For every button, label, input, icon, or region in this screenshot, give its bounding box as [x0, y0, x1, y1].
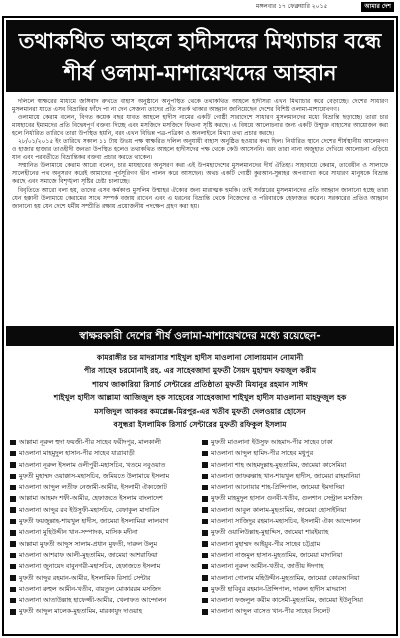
signer-name: আল্লামা নূরুল হুদা ফয়জী-পীর সাহেব ফরীদপুর, মালকালী	[19, 439, 161, 446]
body-paragraph: সম্মানিত উলামায়ে কেরাম আরো বলেন, চার মাযহাবের অনুসরণ করা এই উপমহাদেশের মুসলমানদের দীর্ঘ ঐতিহ্য। সাহাবায়ে কেরাম, তাবেয়ীন ও সালাফে সালেহীনের পথ অনুসরণ করেই আমাদের পূর্বসূরিগণ দ্বীন পালন করে আসছেন। অথচ একটি গোষ্ঠী কুরআন-সুন্নাহর অপব্যাখ্যা করে সাধারণ মানুষকে বিভ্রান্ত করছে এবং সমাজে বিশৃঙ্খলা সৃষ্টির চেষ্টা চালাচ্ছে।	[12, 162, 388, 186]
square-bullet-icon	[10, 496, 16, 502]
signer-list-item	[10, 550, 198, 561]
signer-list-item	[202, 482, 390, 493]
body-paragraph: ২৮/০১/২০১৫ ইং তারিখে সকাল ১১ টায় উভয় পক্ষ স্বাক্ষরিত দলিল অনুযায়ী বাহাস অনুষ্ঠিত হওয়ার কথা ছিল। নির্ধারিত স্থানে দেশের শীর্ষস্থানীয় আলেমগণ ও হাজার হাজার তাওহীদী জনতা উপস্থিত হলেও তথাকথিত আহলে হাদীসদের পক্ষ থেকে কেউ আসেননি। বরং তারা নানা অজুহাত দেখিয়ে আলোচনা এড়িয়ে যান এবং পরবর্তীতে বিভ্রান্তিকর বক্তব্য প্রচার করতে থাকেন।	[12, 138, 388, 162]
featured-signer: শায়খ জাকারিয়া রিসার্চ সেন্টারের প্রতিষ্ঠাতা মুফতী মিযানুর রহমান সাঈদ	[92, 379, 308, 389]
square-bullet-icon	[10, 440, 16, 446]
square-bullet-icon	[10, 598, 16, 604]
square-bullet-icon	[10, 507, 16, 513]
signer-name: মুফতী আব্দুল মালেক-মুহতামিম, মারকাযুদ দাওয়াহ	[19, 608, 143, 616]
square-bullet-icon	[202, 564, 208, 570]
signer-name: মুফতী হাবিবুর রহমান-প্রিন্সিপাল, দারুল হাদীস মাদরাসা	[211, 585, 347, 593]
signer-name: মাওলানা সাজিদুর রহমান-মহাসচিব, ইসলামী ঐক্য আন্দোলন	[211, 518, 361, 526]
square-bullet-icon	[202, 598, 208, 604]
square-bullet-icon	[202, 587, 208, 593]
signer-name: মাওলানা জাফরুল্লাহ খান-শায়খুল হাদীস, জামেয়া রাহমানিয়া	[211, 472, 361, 480]
body-paragraph: দলিলে স্বাক্ষরের মাধ্যমে জঙ্গিবাদ রুখতে বাহাস অনুষ্ঠানে অনুপস্থিত থেকে তথাকথিত আহলে হাদীসরা এখন মিথ্যাচার করে বেড়াচ্ছে। দেশের সাধারণ মুসলমানরা যাতে এসব বিভ্রান্তির ফাঁদে পা না দেন সেজন্য তাদের প্রতি সতর্ক থাকার আহ্বান জানিয়েছেন দেশের বিশিষ্ট ওলামা-মাশায়েখগণ।	[12, 98, 388, 114]
signers-heading: স্বাক্ষরকারী দেশের শীর্ষ ওলামা-মাশায়েখদের মধ্যে রয়েছেন-	[6, 326, 394, 346]
signer-name: মাওলানা আব্দুল হামিদ-পীর সাহেব মধুপুর	[211, 450, 314, 458]
featured-signer: পীর সাহেব চরমোনাই রহ. এর সাহেবজাদা মুফতী সৈয়দ মুহাম্মদ ফয়জুল করীম	[83, 366, 317, 376]
featured-signer: কামরাঙ্গীর চর মাদরাসার শাইখুল হাদীস মাওলানা সোলায়মান নোমানী	[96, 353, 304, 362]
signer-list-item	[10, 448, 198, 459]
square-bullet-icon	[202, 440, 208, 446]
signer-name: মাওলানা মুহাম্মদ আইয়ুব-পীর সাহেব চট্টগ্রাম	[211, 540, 321, 548]
signer-list-item	[10, 595, 198, 606]
signer-list-item	[10, 539, 198, 550]
signer-name: আল্লামা মুফতী আব্দুস সালাম-প্রধান মুফতী, দারুল উলুম	[19, 540, 157, 548]
signer-name: মাওলানা জুনায়েদ বাবুনগরী-মহাসচিব, হেফাজতে ইসলাম	[19, 563, 161, 571]
signer-name: মাওলানা আতাউল্লাহ হাফেজ্জী-আমীর, খেলাফত আন্দোলন	[19, 597, 167, 605]
square-bullet-icon	[202, 541, 208, 547]
square-bullet-icon	[202, 609, 208, 615]
signer-list-item	[202, 448, 390, 459]
featured-signers	[8, 351, 392, 431]
square-bullet-icon	[202, 462, 208, 468]
signer-list-item	[202, 493, 390, 504]
body-paragraph: বিবৃতিতে আরো বলা হয়, তাদের এসব কর্মকাণ্ড মুসলিম উম্মাহর ঐক্যের জন্য মারাত্মক হুমকি। তাই সর্বস্তরের মুসলমানদের প্রতি আহ্বান জানানো হচ্ছে তারা যেন হক্কানী উলামায়ে কেরামের সাথে সম্পর্ক বজায় রাখেন এবং এ ধরনের বিভ্রান্তি থেকে নিজেদের ও পরিবারকে হেফাজত করেন। সরকারের প্রতিও আহ্বান জানানো হয় যেন দেশে ধর্মীয় সম্প্রীতি রক্ষায় প্রয়োজনীয় পদক্ষেপ গ্রহণ করা হয়।	[12, 186, 388, 210]
signer-list-item	[10, 505, 198, 516]
square-bullet-icon	[202, 507, 208, 513]
square-bullet-icon	[10, 553, 16, 559]
signer-list-item	[10, 493, 198, 504]
square-bullet-icon	[10, 485, 16, 491]
signer-list-item	[202, 550, 390, 561]
signer-name: মুফতী মাহমুদুল হাসান গুনবী-খতীব, গুলশান সেন্ট্রাল মসজিদ	[211, 495, 363, 503]
square-bullet-icon	[10, 451, 16, 457]
signer-name: মাওলানা নাজমুল হাসান-মুহতামিম, জামেয়া মাদানিয়া	[211, 551, 343, 559]
body-paragraph: ওলামায়ে কেরাম বলেন, বিগত কয়েক বছর যাবত আহলে হাদীস নামের একটি গোষ্ঠী সারাদেশে সাধারণ মুসলমানদের মধ্যে বিভ্রান্তি ছড়াচ্ছে। তারা চার মাযহাবের ইমামদের প্রতি বিদ্বেষপূর্ণ বক্তব্য দিচ্ছে এবং মসজিদে মসজিদে ফিতনা সৃষ্টি করছে। এ বিষয়ে আলোচনার জন্য একটি উন্মুক্ত বাহাসের আয়োজন করা হলে নির্ধারিত তারিখে তারা উপস্থিত হয়নি, বরং এখন বিভিন্ন পত্র-পত্রিকা ও অনলাইনে মিথ্যা তথ্য প্রচার করছে।	[12, 114, 388, 138]
signer-name: মুফতী মুহাম্মদ ওয়াক্কাস-মহাসচিব, জমিয়তে উলামায়ে ইসলাম	[19, 472, 170, 480]
signer-list-item	[10, 516, 198, 527]
signer-name: মাওলানা গোলাম মহিউদ্দীন-মুহতামিম, জামেয়া কোরআনিয়া	[211, 574, 360, 582]
square-bullet-icon	[202, 553, 208, 559]
statement-body	[12, 98, 388, 324]
square-bullet-icon	[10, 530, 16, 536]
featured-signer: মসজিদুল আকবর কমপ্লেক্স-মিরপুর-এর খতীব মুফতী দেলওয়ার হোসেন	[94, 406, 306, 416]
signer-list-item	[202, 460, 390, 471]
headline-line-1: তথাকথিত আহলে হাদীসদের মিথ্যাচার বন্ধে	[18, 29, 382, 53]
signer-list-item	[202, 505, 390, 516]
square-bullet-icon	[10, 609, 16, 615]
signers-column-right	[202, 437, 390, 618]
square-bullet-icon	[10, 564, 16, 570]
square-bullet-icon	[202, 485, 208, 491]
signer-list-item	[10, 584, 198, 595]
signer-list-item	[202, 527, 390, 538]
square-bullet-icon	[202, 530, 208, 536]
square-bullet-icon	[202, 474, 208, 480]
signer-name: মাওলানা নূরুল ইসলাম ওলীপুরী-মহাসচিব, খতমে নবুওয়াত	[19, 461, 166, 469]
dateline: মঙ্গলবার ১৭ ফেব্রুয়ারি ২০১৫	[256, 3, 328, 10]
signer-list-item	[10, 460, 198, 471]
signer-name: মুফতী ওয়ালিউল্লাহ-মুহাদ্দিস, জামেয়া শারইয়্যাহ	[211, 529, 329, 537]
signers-column-left	[10, 437, 198, 618]
square-bullet-icon	[202, 519, 208, 525]
signer-list-item	[202, 539, 390, 550]
featured-signer: বসুন্ধরা ইসলামিক রিসার্চ সেন্টারের মুফতী রফিকুল ইসলাম	[113, 420, 287, 430]
signer-name: মাওলানা আব্দুর রব ইউসুফী-মহাসচিব, বেফাকুল মাদারিস	[19, 506, 160, 514]
signer-list-item	[10, 606, 198, 617]
signer-name: মাওলানা শাহ আহমদুল্লাহ-মুহতামিম, জামেয়া কাসেমিয়া	[211, 461, 347, 469]
page-header-strip	[0, 0, 400, 14]
signer-list-item	[10, 437, 198, 448]
headline-box	[6, 20, 394, 92]
signer-list-item	[10, 573, 198, 584]
signer-name: মুফতী ফয়জুল্লাহ-শায়খুল হাদীস, জামেয়া ইসলামিয়া লালবাগ	[19, 518, 169, 526]
signer-name: মাওলানা ফজলুল করীম কাসেমী-মুহতামিম, জামেয়া ইউনুসিয়া	[211, 597, 363, 605]
signer-name: আল্লামা আহমদ শফী-আমীর, হেফাজতে ইসলাম বাংলাদেশ	[19, 495, 163, 503]
signer-list-item	[10, 482, 198, 493]
signer-name: মাওলানা মাহমুদুল হাসান-পীর সাহেব যাত্রাবাড়ী	[19, 450, 135, 458]
square-bullet-icon	[10, 541, 16, 547]
signer-list-item	[202, 584, 390, 595]
square-bullet-icon	[202, 451, 208, 457]
signer-name: মাওলানা রুহুল আমীন-খতীব, বায়তুল মোকাররম মসজিদ	[19, 585, 161, 593]
headline-line-2: শীর্ষ ওলামা-মাশায়েখদের আহ্বান	[63, 61, 337, 85]
signers-list	[10, 437, 390, 631]
signer-name: মাওলানা মুহিউদ্দীন খান-সম্পাদক, মাসিক মদীনা	[19, 529, 138, 537]
signer-list-item	[202, 606, 390, 617]
signer-list-item	[202, 471, 390, 482]
signer-name: মাওলানা আব্দুল লতীফ নেজামী-আমীর, ইসলামী ঐক্যজোট	[19, 484, 167, 492]
signer-name: মাওলানা আবুল কালাম-মুহতামিম, জামেয়া হোসাইনিয়া	[211, 506, 347, 514]
signer-name: মাওলানা আশরাফ আলী-মুহতামিম, জামেয়া আশরাফিয়া	[19, 551, 158, 559]
signer-name: মাওলানা আব্দুল বাসেত খান-পীর সাহেব সিলেট	[211, 608, 330, 616]
square-bullet-icon	[10, 587, 16, 593]
signer-name: মাওলানা নুরুল আমীন-খতীব, জাতীয় ঈদগাহ	[211, 563, 324, 571]
signer-list-item	[10, 561, 198, 572]
signer-name: মুফতী আব্দুর রহমান-আমীর, ইসলামিক রিসার্চ সেন্টার	[19, 574, 151, 582]
signer-list-item	[202, 573, 390, 584]
signer-name: মাওলানা আনোয়ার শাহ-প্রিন্সিপাল, জামেয়া ইমদাদিয়া	[211, 484, 345, 492]
signer-list-item	[202, 561, 390, 572]
featured-signer: শাইখুল হাদীস আল্লামা আজিজুল হক সাহেবের সাহেবজাদা শাইখুল হাদীস মাওলানা মাহফুজুল হক	[53, 393, 347, 403]
signer-list-item	[202, 437, 390, 448]
signer-list-item	[202, 595, 390, 606]
newspaper-name: আমার দেশ	[361, 2, 394, 12]
signer-list-item	[202, 516, 390, 527]
signer-name: মুফতী মাওলানা ইউসুফ আহমাদ-পীর সাহেব ঢাকা	[211, 439, 333, 446]
signer-list-item	[10, 527, 198, 538]
square-bullet-icon	[202, 496, 208, 502]
square-bullet-icon	[10, 575, 16, 581]
square-bullet-icon	[202, 575, 208, 581]
signer-list-item	[10, 471, 198, 482]
square-bullet-icon	[10, 462, 16, 468]
square-bullet-icon	[10, 474, 16, 480]
square-bullet-icon	[10, 519, 16, 525]
